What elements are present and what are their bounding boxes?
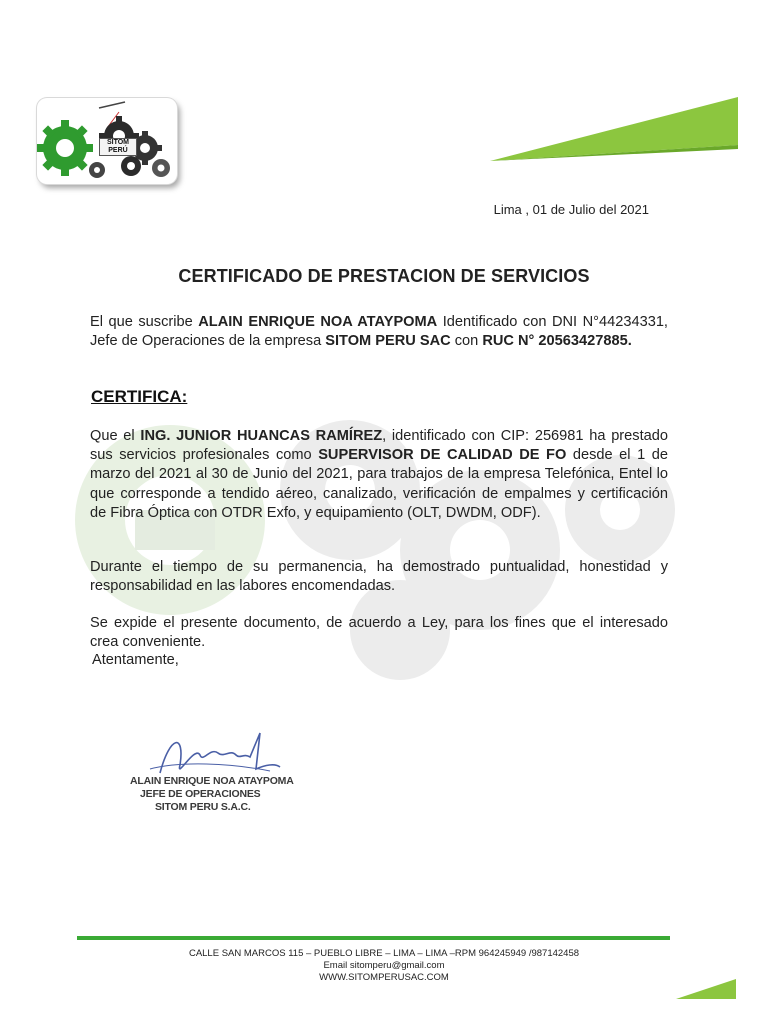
conduct-paragraph: Durante el tiempo de su permanencia, ha demostrado puntualidad, honestidad y responsabilidad en las labores encomendadas. bbox=[90, 559, 668, 595]
header-swoosh bbox=[490, 95, 740, 165]
certification-paragraph: Que el ING. JUNIOR HUANCAS RAMÍREZ, identificado con CIP: 256981 ha prestado sus servicios profesionales como SUPERVISOR DE CALIDAD DE FO desde el 1 de marzo del 2021 al 30 de Junio del 2021, para trabajos de la empresa Telefónica, Entel lo que corresponde a tendido aéreo, canalizado, verificación de empalmes y certificación de Fibra Óptica con OTDR Exfo, y equipamiento (OLT, DWDM, ODF). bbox=[90, 428, 668, 521]
closing-text: Atentamente, bbox=[92, 652, 179, 668]
footer-address: CALLE SAN MARCOS 115 – PUEBLO LIBRE – LIMA – LIMA –RPM 964245949 /987142458 bbox=[188, 948, 580, 959]
signer-company: SITOM PERU S.A.C. bbox=[155, 801, 251, 813]
document-date: Lima , 01 de Julio del 2021 bbox=[493, 202, 649, 217]
footer-swoosh bbox=[676, 977, 738, 1001]
company-logo bbox=[37, 98, 177, 184]
footer-divider bbox=[77, 936, 670, 940]
certifica-heading: CERTIFICA: bbox=[91, 387, 188, 406]
signer-name: ALAIN ENRIQUE NOA ATAYPOMA bbox=[130, 775, 294, 787]
footer-website: WWW.SITOMPERUSAC.COM bbox=[319, 972, 449, 983]
document-title: CERTIFICADO DE PRESTACION DE SERVICIOS bbox=[178, 266, 590, 286]
signer-role: JEFE DE OPERACIONES bbox=[140, 788, 261, 800]
issuer-paragraph: El que suscribe ALAIN ENRIQUE NOA ATAYPOMA Identificado con DNI N°44234331, Jefe de Operaciones de la empresa SITOM PERU SAC con RUC N° 20563427885. bbox=[90, 314, 668, 350]
purpose-paragraph: Se expide el presente documento, de acuerdo a Ley, para los fines que el interesado crea conveniente. bbox=[90, 615, 668, 651]
logo-text: SITOM PERÚ bbox=[99, 138, 137, 156]
footer-email: Email sitomperu@gmail.com bbox=[323, 960, 445, 971]
